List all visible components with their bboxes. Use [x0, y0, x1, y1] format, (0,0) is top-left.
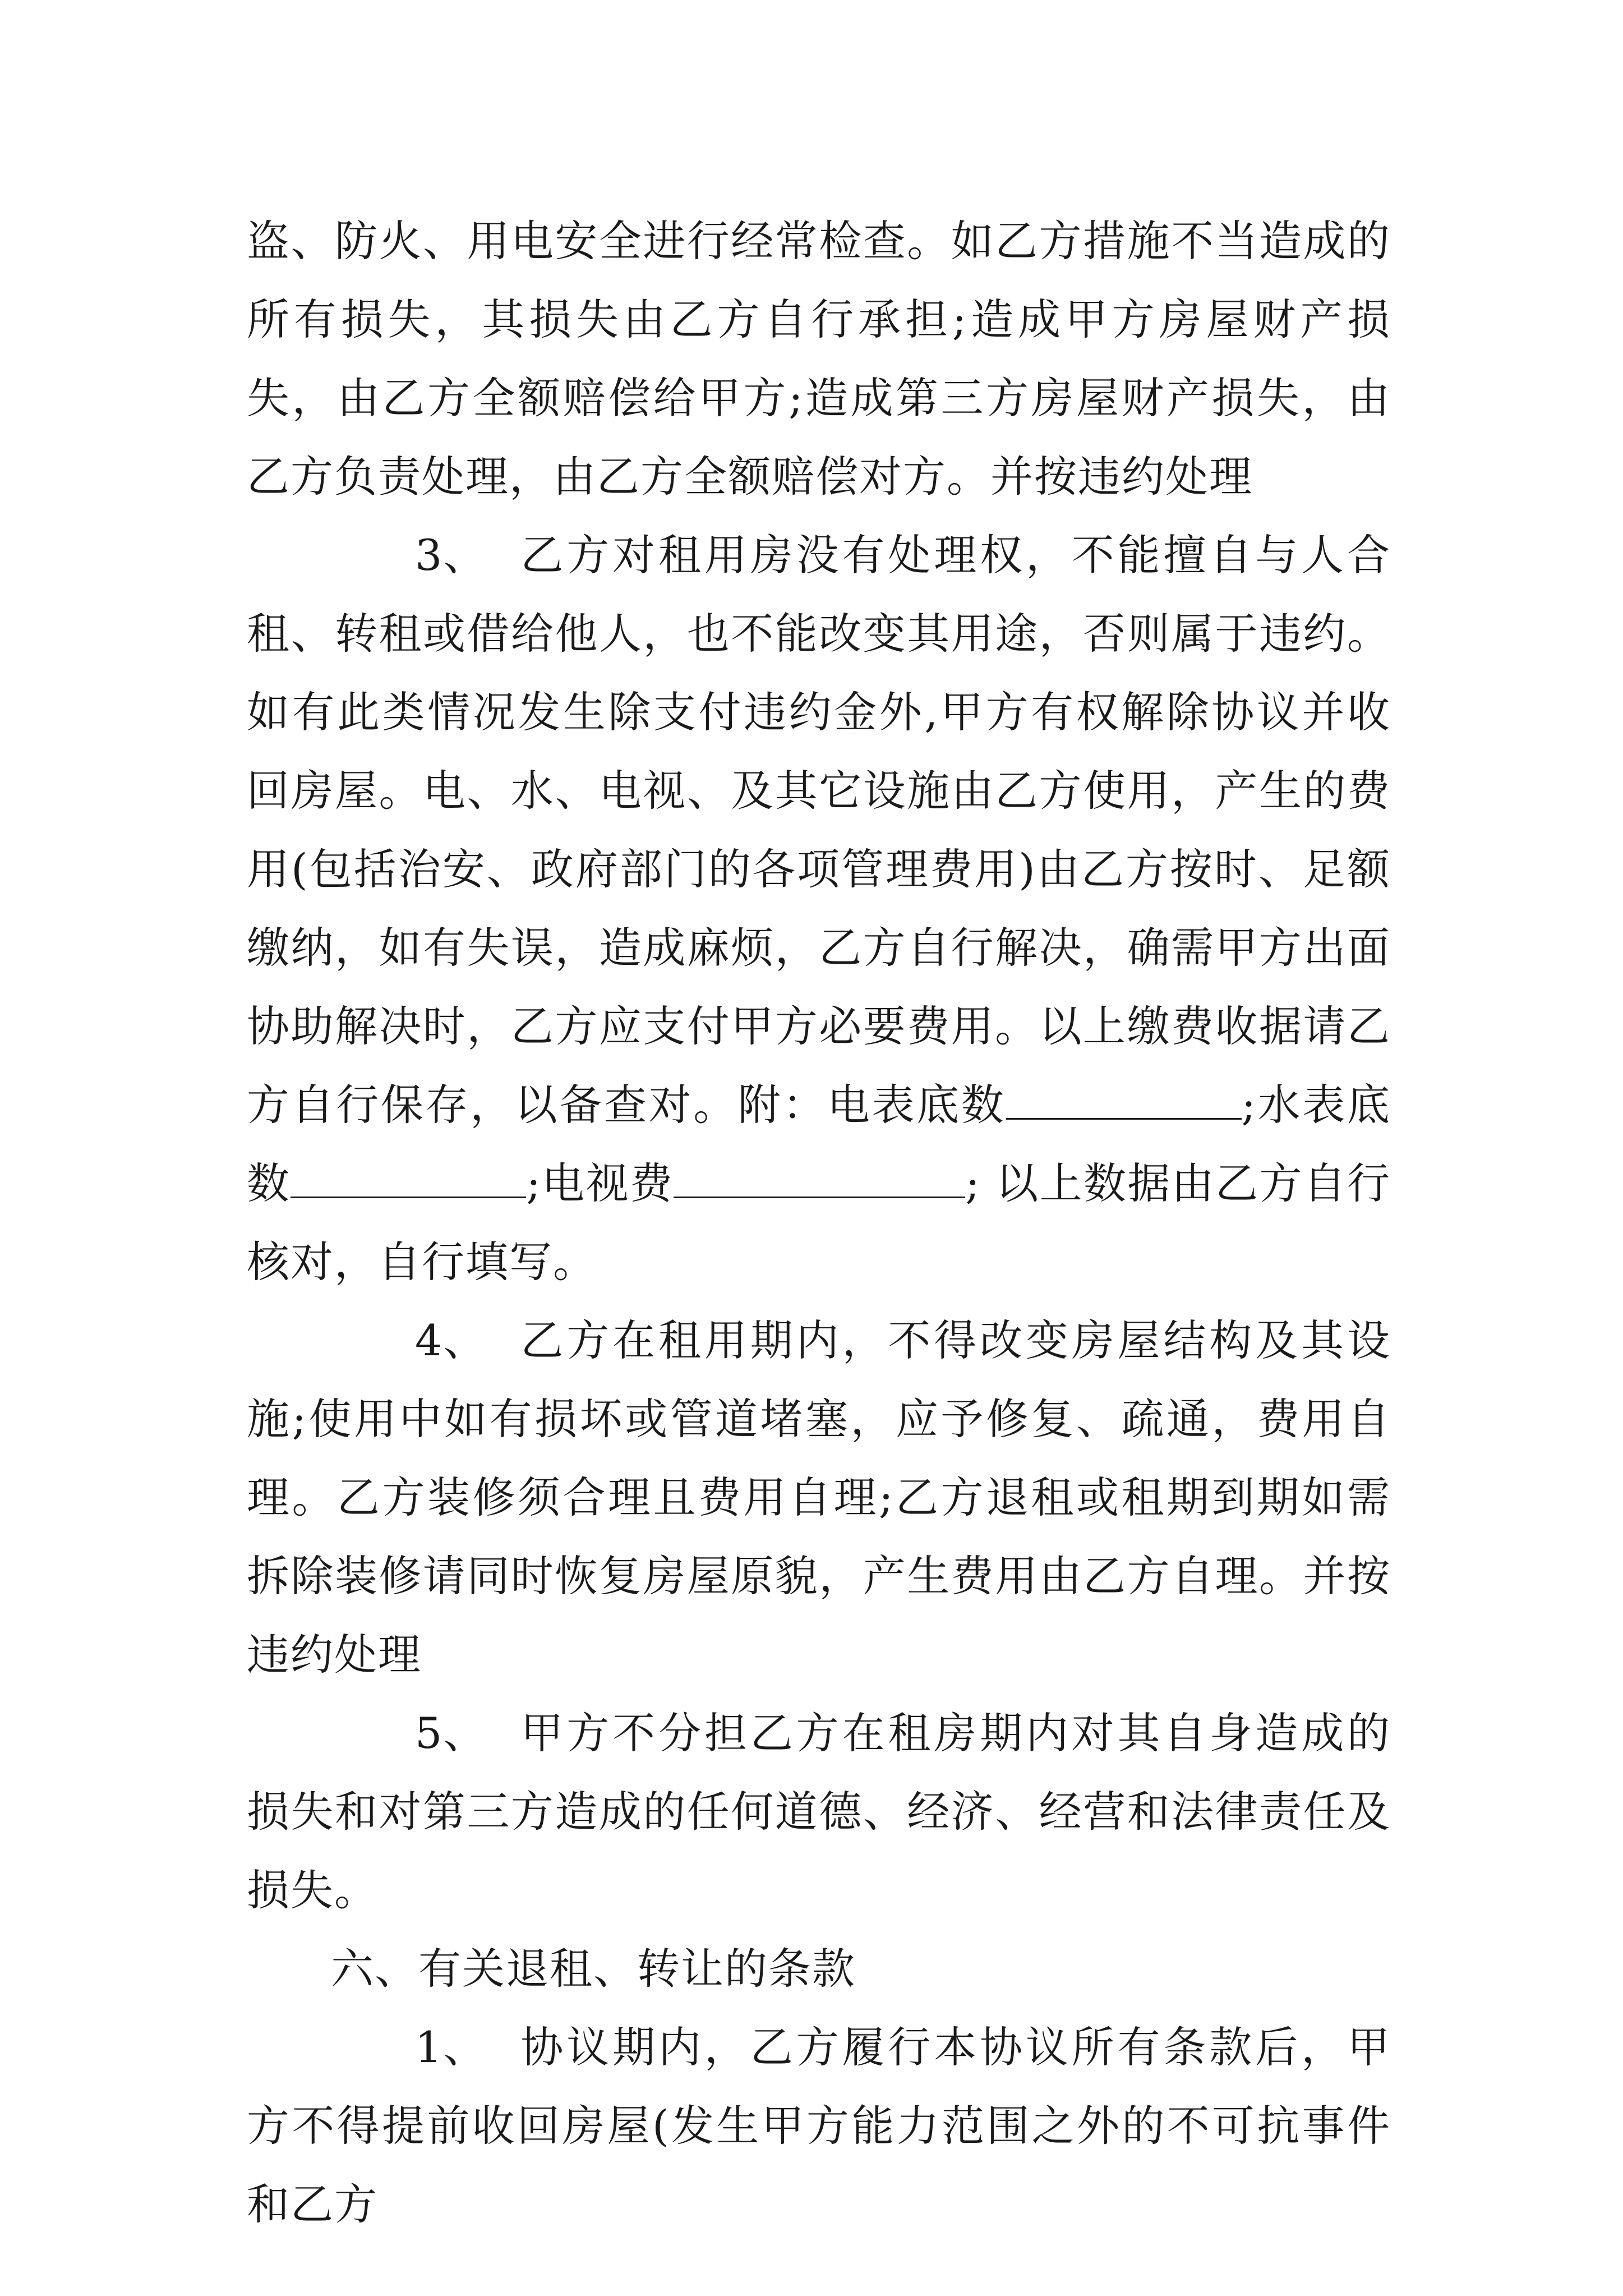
- clause-text: 乙方对租用房没有处理权，不能擅自与人合租、转租或借给他人，也不能改变其用途，否则属于违约。如有此类情况发生除支付违约金外,甲方有权解除协议并收回房屋。电、水、电视、及其它设施由乙方使用，产生的费用(包括治安、政府部门的各项管理费用)由乙方按时、足额缴纳，如有失误，造成麻烦，乙方自行解决，确需甲方出面协助解决时，乙方应支付甲方必要费用。以上缴费收据请乙方自行保存，以备查对。附：电表底数: [247, 530, 1391, 1130]
- meter-reading-electric-blank: [1006, 1071, 1242, 1120]
- clause-number: 5、: [415, 1708, 487, 1758]
- paragraph-text: 盗、防火、用电安全进行经常检查。如乙方措施不当造成的所有损失，其损失由乙方自行承担;造成甲方房屋财产损失，由乙方全额赔偿给甲方;造成第三方房屋财产损失，由乙方负责处理，由乙方全额赔偿对方。并按违约处理: [247, 216, 1391, 501]
- clause-text: ;水表底数: [247, 1080, 1391, 1208]
- section-heading-text: 六、有关退租、转让的条款: [331, 1944, 856, 1994]
- clause-text: 甲方不分担乙方在租房期内对其自身造成的损失和对第三方造成的任何道德、经济、经营和法律责任及损失。: [247, 1708, 1391, 1915]
- document-body: [247, 202, 1391, 2244]
- clause-number: 1、: [415, 2022, 487, 2072]
- tv-fee-blank: [674, 1149, 965, 1198]
- clause-text: 乙方在租用期内，不得改变房屋结构及其设施;使用中如有损坏或管道堵塞，应予修复、疏通，费用自理。乙方装修须合理且费用自理;乙方退租或租期到期如需拆除装修请同时恢复房屋原貌，产生费用由乙方自理。并按违约处理: [247, 1315, 1391, 1680]
- clause-6-1: [247, 2008, 1391, 2244]
- section-heading: [247, 1930, 1391, 2008]
- clause-5: [247, 1694, 1391, 1930]
- paragraph-continuation: [247, 202, 1391, 516]
- clause-text: 协议期内，乙方履行本协议所有条款后，甲方不得提前收回房屋(发生甲方能力范围之外的不可抗事件和乙方: [247, 2022, 1391, 2229]
- clause-4: [247, 1301, 1391, 1694]
- clause-text: ; 以上数据由乙方自行核对，自行填写。: [247, 1158, 1391, 1287]
- clause-text: ;电视费: [526, 1158, 674, 1208]
- clause-number: 4、: [415, 1315, 487, 1365]
- clause-3: [247, 516, 1391, 1301]
- clause-number: 3、: [415, 530, 487, 580]
- meter-reading-water-blank: [291, 1149, 526, 1198]
